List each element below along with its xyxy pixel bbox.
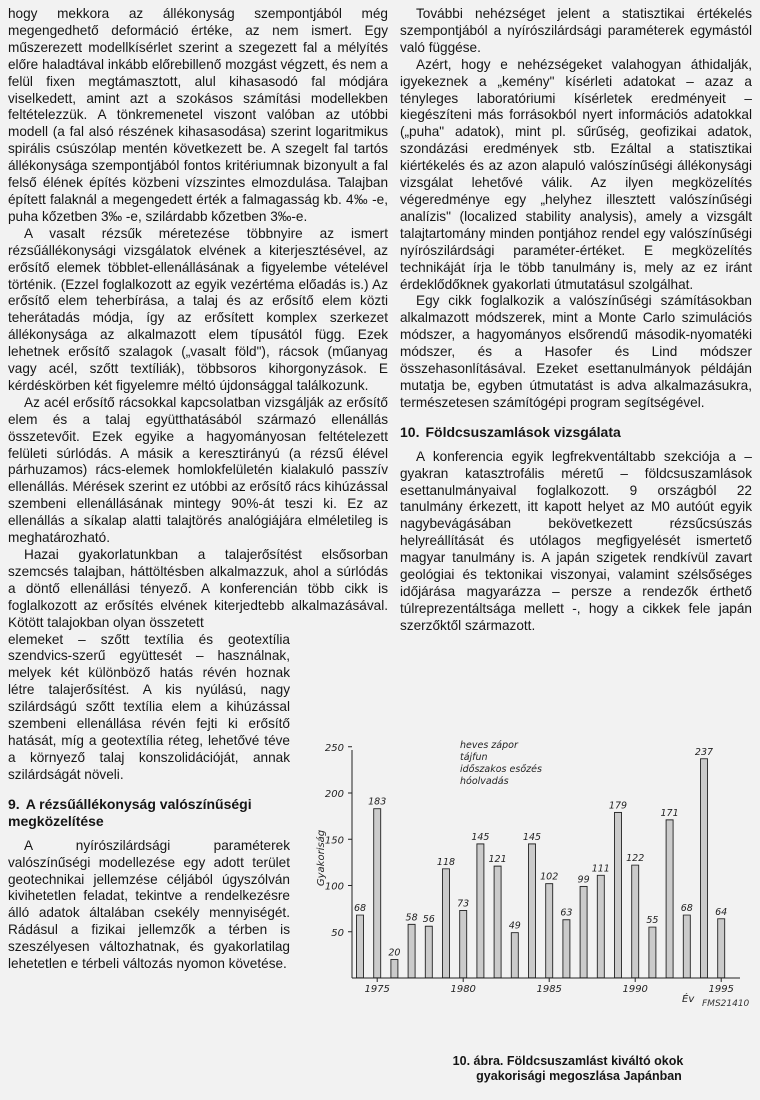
figure-stamp: FMS21410 <box>702 999 750 1009</box>
section-heading-10 <box>400 424 752 441</box>
bar <box>477 844 484 978</box>
bar-label: 63 <box>560 907 573 919</box>
figure-caption <box>408 1054 728 1084</box>
bar <box>374 809 381 978</box>
bar-label: 64 <box>715 906 728 918</box>
bar <box>357 915 364 978</box>
bar-label: 145 <box>522 831 542 843</box>
right-column <box>400 6 752 635</box>
x-tick-label: 1995 <box>708 984 734 995</box>
paragraph: Egy cikk foglalkozik a valószínűségi számításokban alkalmazott módszerek, mint a Monte Carlo szimulációs módszer, a hagyományos elsőrendű második-nyomatéki módszer, és a Hasofer és Lind módszer összehasonlításával. Ezeket esettanulmányok példáján mutatja be, egyben útmutatást is adva alkalmazásukra, természetesen számítógépi program segítségével. <box>400 293 752 410</box>
bar-label: 56 <box>422 914 435 926</box>
bar-label: 68 <box>680 903 693 915</box>
y-tick-label: 50 <box>331 927 344 939</box>
bar <box>511 933 518 978</box>
bar <box>718 919 725 978</box>
bar <box>563 920 570 978</box>
bar-label: 55 <box>646 915 659 927</box>
bar-label: 111 <box>591 863 610 875</box>
bar <box>580 886 587 978</box>
bar-label: 179 <box>608 800 628 812</box>
bar-chart <box>310 738 754 1048</box>
y-tick-label: 200 <box>324 789 344 800</box>
x-tick-label: 1975 <box>364 984 390 995</box>
x-tick-label: 1990 <box>622 984 648 995</box>
paragraph: A nyírószilárdsági paraméterek valószínűségi modellezése egy adott terület geotechnikai jellemzése céljából úgyszólván kivihetetlen feladat, tekintve a rendelkezésre álló adatok általában csekély mennyiségét. Rádásul a fizikai jellemzők a térben is szeszélyesen változhatnak, és gyakorlatilag lehetetlen e térbeli változás nyomon követése. <box>8 837 290 972</box>
bar <box>425 926 432 978</box>
section-number: 9. <box>8 795 20 812</box>
bar <box>683 915 690 978</box>
bar <box>632 865 639 978</box>
section-heading-9 <box>8 796 290 830</box>
bar-label: 49 <box>508 920 521 932</box>
legend-entry: időszakos esőzés <box>460 764 542 775</box>
bar <box>649 927 656 978</box>
x-tick-label: 1980 <box>450 984 476 995</box>
bar <box>408 924 415 978</box>
bar-label: 20 <box>388 947 401 959</box>
bar-label: 183 <box>368 796 387 808</box>
paragraph: A konferencia egyik legfrekventáltabb szekciója a – gyakran katasztrofális méretű – földcsuszamlások esettanulmányaival foglalkozott. 9 országból 22 tanulmány érkezett, itt kapott helyet az M0 autóút egyik nagybevágásában bekövetkezett rézsűcsúszás helyreállítását és utólagos megfigyelését ismertető magyar tanulmány is. A japán szigetek rendkívül zavart geológiai és tektonikai viszonyai, valamint szélsőséges időjárása magyarázza – persze a rendezők érthető túlreprezentáltsága mellett -, hogy a cikkek fele japán szerzőktől származott. <box>400 448 752 633</box>
section-title: A rézsűállékonyság valószínűségi megközelítése <box>8 795 252 829</box>
paragraph: hogy mekkora az állékonyság szempontjából még megengedhető deformáció értéke, az nem ismert. Egy műszerezett modellkísérlet szerint a szegezett fal a mélyítés előre haladtával inkább előrebillenő mozgást végzett, és nem a felül fixen megtámasztott, alul kihasasodó fal módjára viselkedett, amint azt a szokásos számítási modellekben feltételezzük. A tönkremenetel viszont valóban az utóbbi modell (a fal alsó részének kihasasodása) szerint logaritmikus spirális csúszólap mentén következett be. A szegelt fal tartós állékonysága szempontjából fontos kritériumnak bizonyult a fal felső élének építés közbeni vízszintes elmozdulása. Talajban épített falaknál a megengedett érték a falmagasság kb. 4‰ -e, puha kőzetben 3‰ -e, szilárdabb kőzetben 3‰-e. <box>8 6 388 224</box>
legend-entry: hóolvadás <box>460 776 509 787</box>
bar-label: 99 <box>577 874 590 886</box>
section-number: 10. <box>400 423 420 440</box>
bar <box>615 812 622 978</box>
bar-label: 118 <box>436 856 456 868</box>
legend-entry: heves zápor <box>460 740 518 751</box>
paragraph: Azért, hogy e nehézségeket valahogyan áthidalják, igyekeznek a „kemény" kísérleti adatokat – azaz a tényleges laboratóriumi kísérletek eredményeit – kiegészíteni más forrásokból nyert információs adatokkal („puha" adatok), mint pl. sűrűség, geofizikai adatok, szondázási eredmények stb. Ezáltal a statisztikai kiértékelés és az azon alapuló valószínűségi állékonysági vizsgálat lehetővé válik. Az ilyen megközelítés végeredménye egy „helyhez illesztett valószínűségi analízis" (localized stability analysis), amely a vizsgált talajtartomány minden pontjához rendel egy valószínűségi nyírószilárdsági paraméter-értéket. E megközelítés technikáját írja le több tanulmány is, mely az ez iránt érdeklődőknek gyakorlati útmutatásul szolgálhat. <box>400 56 752 292</box>
bar-label: 122 <box>626 853 645 865</box>
y-tick-label: 250 <box>324 742 344 754</box>
bar <box>546 884 553 978</box>
bar-label: 68 <box>353 903 367 915</box>
x-tick-label: 1985 <box>536 984 562 995</box>
caption-line-1: 10. ábra. Földcsuszamlást kiváltó okok <box>452 1054 684 1068</box>
bar-label: 237 <box>694 746 714 758</box>
bar <box>494 866 501 978</box>
paragraph: A vasalt rézsűk méretezése többnyire az ismert rézsűállékonysági vizsgálatok elvének a kiterjesztésével, az erősítő elemek többlet-ellenállásának a figyelembe vételével történik. (Ezzel foglalkozott az egyik vezértéma előadás is.) Az erősítő elem teherbírása, a talaj és az erősítő elem közti teherátadás módja, így az erősített komplex szerkezet állékonysága az alkalmazott elem típusától függ. Ezek lehetnek erősítő szalagok („vasalt föld"), rácsok (műanyag vagy acél, szőtt textíliák), többsoros kihorgonyzások. E kérdéskörben két figyelemre méltó újdonsággal találkozunk. <box>8 225 388 393</box>
bar-label: 73 <box>457 898 470 910</box>
figure-10 <box>310 738 754 1094</box>
bar <box>460 910 467 978</box>
paragraph: További nehézséget jelent a statisztikai értékelés szempontjából a nyírószilárdsági paraméterek egymástól való függése. <box>400 6 752 55</box>
bar <box>666 820 673 978</box>
legend-entry: tájfun <box>460 752 488 763</box>
paragraph: Az acél erősítő rácsokkal kapcsolatban vizsgálják az erősítő elem és a talaj együtthatásából származó ellenállás összetevőit. Ezek egyike a hagyományosan feltételezett felületi súrlódás. A másik a keresztirányú (a rézsű élével párhuzamos) rács-elemek homlokfelületén kialakuló passzív ellenállás. Mérések szerint ez utóbbi az erősítő rács kihúzással szembeni ellenállásának mintegy 90%-át teszi ki. Ez az ellenállás a síkalap alatti talajtörés analógiájára elméletileg is meghatározható. <box>8 394 388 546</box>
bar <box>391 960 398 979</box>
y-tick-label: 100 <box>324 881 344 893</box>
caption-line-2: gyakorisági megoszlása Japánban <box>476 1069 682 1083</box>
bar-label: 145 <box>471 831 490 843</box>
bar <box>701 759 708 978</box>
paragraph: elemeket – szőtt textília és geotextília szendvics-szerű együttesét – használnak, melyek két különböző hatás révén hoznak létre talajerősítést. A kis nyúlású, nagy szilárdságú szőtt textília elem a kihúzással szembeni ellenállása révén fejti ki erősítő hatását, míg a geotextília réteg, lehetővé téve a környező talaj konszolidációját, annak szilárdságát növeli. <box>8 631 290 782</box>
bar <box>597 875 604 978</box>
x-axis-label: Év <box>682 994 695 1005</box>
bar <box>529 844 536 978</box>
y-tick-label: 150 <box>324 835 344 847</box>
paragraph: Hazai gyakorlatunkban a talajerősítést elsősorban szemcsés talajban, háttöltésben alkalmazzuk, ahol a súrlódás a döntő ellenállási tényező. A konferencián több cikk is foglalkozott az erősítés elvének kiterjedtebb alkalmazásával. Kötött talajokban olyan összetett <box>8 547 388 630</box>
bar <box>443 869 450 978</box>
bar-label: 171 <box>660 807 679 819</box>
y-axis-label: Gyakoriság <box>316 829 327 887</box>
section-title: Földcsuszamlások vizsgálata <box>425 423 621 440</box>
bar-label: 58 <box>405 912 418 924</box>
bar-label: 102 <box>540 871 559 883</box>
bar-label: 121 <box>488 854 507 866</box>
